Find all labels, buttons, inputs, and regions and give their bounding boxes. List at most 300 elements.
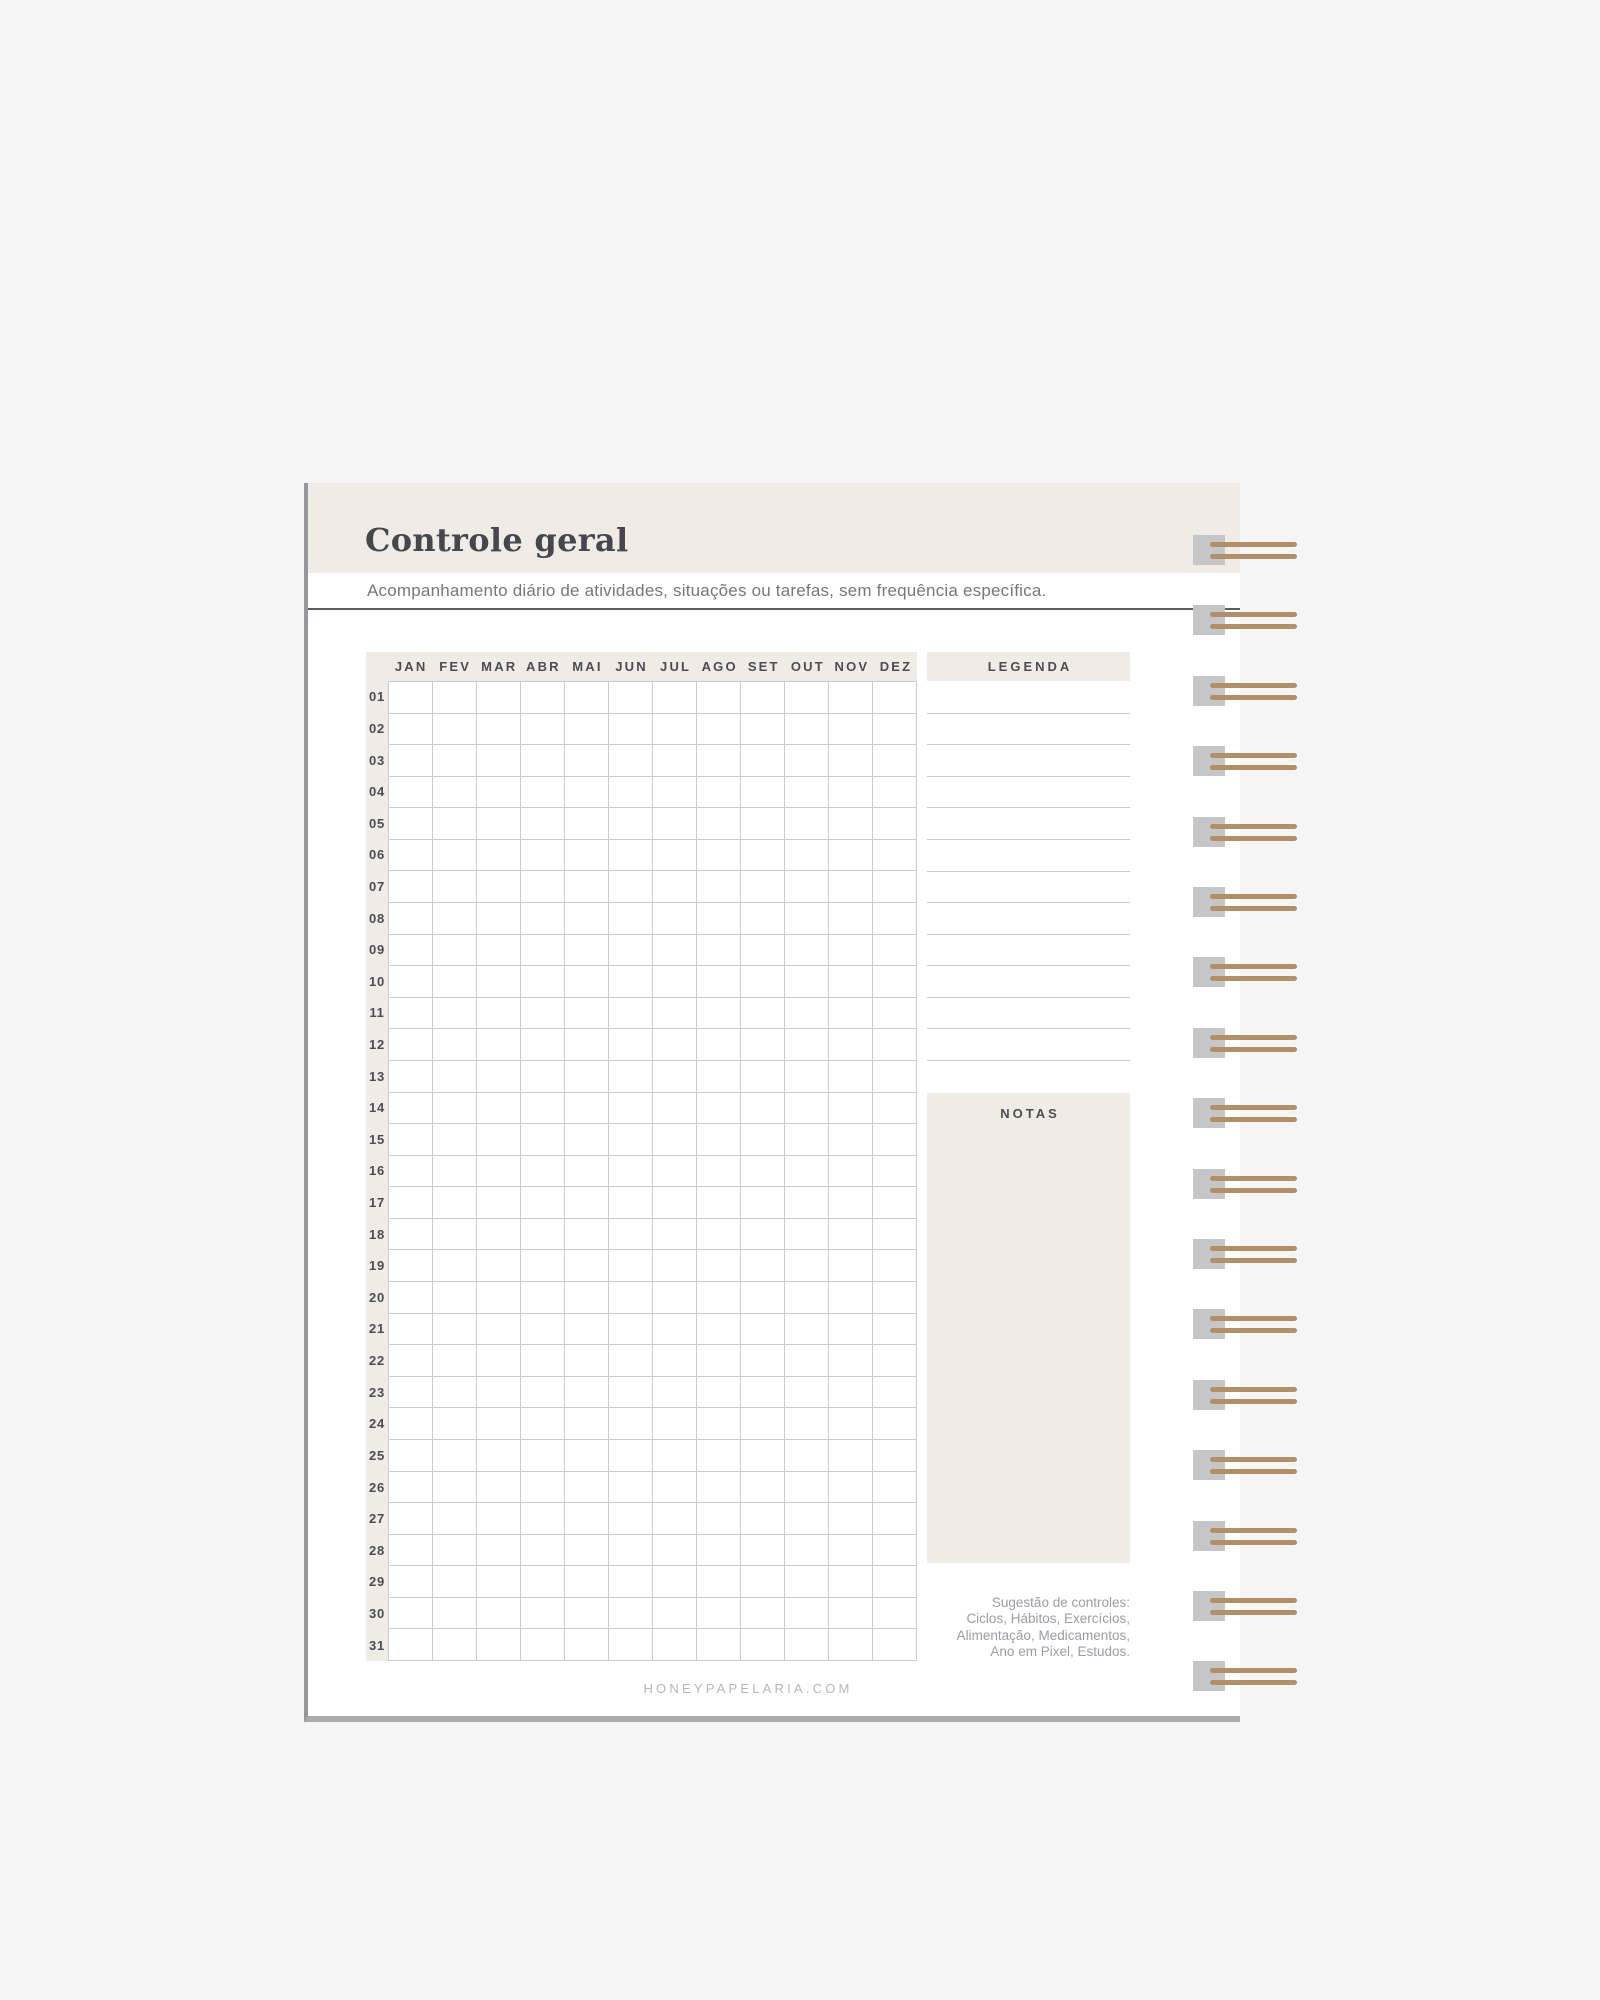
tracker-cell[interactable]	[697, 1061, 741, 1093]
tracker-cell[interactable]	[477, 1566, 521, 1598]
tracker-cell[interactable]	[565, 1250, 609, 1282]
tracker-cell[interactable]	[477, 808, 521, 840]
tracker-cell[interactable]	[829, 777, 873, 809]
tracker-cell[interactable]	[741, 1472, 785, 1504]
tracker-cell[interactable]	[565, 1187, 609, 1219]
tracker-cell[interactable]	[697, 1503, 741, 1535]
tracker-cell[interactable]	[521, 682, 565, 714]
tracker-cell[interactable]	[521, 871, 565, 903]
tracker-cell[interactable]	[873, 1472, 917, 1504]
tracker-cell[interactable]	[873, 1314, 917, 1346]
tracker-cell[interactable]	[697, 777, 741, 809]
tracker-cell[interactable]	[829, 1472, 873, 1504]
tracker-cell[interactable]	[829, 935, 873, 967]
legend-line[interactable]	[927, 1028, 1130, 1029]
tracker-cell[interactable]	[609, 1535, 653, 1567]
tracker-cell[interactable]	[433, 745, 477, 777]
tracker-cell[interactable]	[829, 1093, 873, 1125]
tracker-cell[interactable]	[873, 1503, 917, 1535]
tracker-cell[interactable]	[609, 1408, 653, 1440]
tracker-cell[interactable]	[565, 1535, 609, 1567]
tracker-cell[interactable]	[389, 714, 433, 746]
tracker-cell[interactable]	[433, 1535, 477, 1567]
tracker-cell[interactable]	[389, 1566, 433, 1598]
tracker-cell[interactable]	[389, 1598, 433, 1630]
tracker-cell[interactable]	[565, 682, 609, 714]
tracker-cell[interactable]	[741, 1314, 785, 1346]
tracker-cell[interactable]	[609, 745, 653, 777]
tracker-cell[interactable]	[829, 966, 873, 998]
tracker-cell[interactable]	[389, 998, 433, 1030]
tracker-cell[interactable]	[477, 1282, 521, 1314]
tracker-cell[interactable]	[521, 1219, 565, 1251]
tracker-cell[interactable]	[741, 777, 785, 809]
tracker-cell[interactable]	[609, 1345, 653, 1377]
tracker-cell[interactable]	[653, 1219, 697, 1251]
tracker-cell[interactable]	[433, 714, 477, 746]
tracker-cell[interactable]	[697, 935, 741, 967]
tracker-cell[interactable]	[697, 1314, 741, 1346]
tracker-cell[interactable]	[477, 777, 521, 809]
tracker-cell[interactable]	[873, 1282, 917, 1314]
tracker-cell[interactable]	[785, 998, 829, 1030]
tracker-cell[interactable]	[433, 1314, 477, 1346]
tracker-cell[interactable]	[609, 1061, 653, 1093]
tracker-cell[interactable]	[653, 1282, 697, 1314]
tracker-cell[interactable]	[873, 777, 917, 809]
tracker-cell[interactable]	[477, 1029, 521, 1061]
tracker-cell[interactable]	[433, 1124, 477, 1156]
tracker-cell[interactable]	[653, 682, 697, 714]
tracker-cell[interactable]	[873, 1377, 917, 1409]
tracker-cell[interactable]	[477, 1472, 521, 1504]
tracker-cell[interactable]	[609, 840, 653, 872]
tracker-cell[interactable]	[741, 935, 785, 967]
tracker-cell[interactable]	[741, 1061, 785, 1093]
tracker-cell[interactable]	[653, 745, 697, 777]
tracker-cell[interactable]	[653, 998, 697, 1030]
tracker-cell[interactable]	[785, 1314, 829, 1346]
tracker-cell[interactable]	[697, 1156, 741, 1188]
tracker-cell[interactable]	[565, 1219, 609, 1251]
tracker-cell[interactable]	[653, 871, 697, 903]
tracker-cell[interactable]	[565, 1124, 609, 1156]
tracker-cell[interactable]	[697, 1440, 741, 1472]
tracker-cell[interactable]	[565, 1093, 609, 1125]
tracker-cell[interactable]	[829, 1219, 873, 1251]
tracker-cell[interactable]	[741, 1440, 785, 1472]
tracker-cell[interactable]	[785, 840, 829, 872]
tracker-cell[interactable]	[521, 1472, 565, 1504]
tracker-cell[interactable]	[565, 1566, 609, 1598]
tracker-cell[interactable]	[565, 1029, 609, 1061]
tracker-cell[interactable]	[521, 1629, 565, 1661]
tracker-cell[interactable]	[873, 935, 917, 967]
tracker-cell[interactable]	[477, 714, 521, 746]
tracker-cell[interactable]	[477, 1629, 521, 1661]
tracker-cell[interactable]	[565, 1472, 609, 1504]
tracker-cell[interactable]	[521, 1566, 565, 1598]
tracker-cell[interactable]	[389, 1535, 433, 1567]
tracker-cell[interactable]	[389, 1219, 433, 1251]
legend-line[interactable]	[927, 1060, 1130, 1061]
tracker-cell[interactable]	[477, 1250, 521, 1282]
tracker-cell[interactable]	[565, 745, 609, 777]
tracker-cell[interactable]	[389, 1472, 433, 1504]
tracker-cell[interactable]	[609, 871, 653, 903]
legend-line[interactable]	[927, 997, 1130, 998]
tracker-cell[interactable]	[653, 808, 697, 840]
tracker-cell[interactable]	[697, 1566, 741, 1598]
tracker-cell[interactable]	[829, 1314, 873, 1346]
tracker-cell[interactable]	[521, 1124, 565, 1156]
tracker-cell[interactable]	[785, 1377, 829, 1409]
tracker-cell[interactable]	[565, 840, 609, 872]
tracker-cell[interactable]	[697, 903, 741, 935]
tracker-cell[interactable]	[433, 1219, 477, 1251]
tracker-cell[interactable]	[433, 1598, 477, 1630]
tracker-cell[interactable]	[389, 1503, 433, 1535]
tracker-cell[interactable]	[741, 871, 785, 903]
tracker-cell[interactable]	[565, 1629, 609, 1661]
tracker-cell[interactable]	[609, 1472, 653, 1504]
tracker-cell[interactable]	[785, 1250, 829, 1282]
tracker-cell[interactable]	[521, 1503, 565, 1535]
tracker-cell[interactable]	[741, 1598, 785, 1630]
notes-panel[interactable]	[927, 1093, 1130, 1563]
tracker-cell[interactable]	[609, 998, 653, 1030]
tracker-cell[interactable]	[873, 1187, 917, 1219]
tracker-cell[interactable]	[873, 808, 917, 840]
tracker-cell[interactable]	[389, 1156, 433, 1188]
tracker-cell[interactable]	[873, 1250, 917, 1282]
tracker-cell[interactable]	[609, 966, 653, 998]
tracker-cell[interactable]	[697, 1187, 741, 1219]
tracker-cell[interactable]	[829, 1029, 873, 1061]
tracker-cell[interactable]	[785, 1629, 829, 1661]
tracker-cell[interactable]	[389, 840, 433, 872]
tracker-cell[interactable]	[785, 745, 829, 777]
tracker-cell[interactable]	[433, 935, 477, 967]
tracker-cell[interactable]	[873, 745, 917, 777]
tracker-cell[interactable]	[609, 1377, 653, 1409]
tracker-cell[interactable]	[829, 1377, 873, 1409]
tracker-cell[interactable]	[697, 1535, 741, 1567]
tracker-cell[interactable]	[609, 1282, 653, 1314]
tracker-cell[interactable]	[609, 1314, 653, 1346]
legend-line[interactable]	[927, 902, 1130, 903]
tracker-cell[interactable]	[785, 1029, 829, 1061]
tracker-cell[interactable]	[389, 1408, 433, 1440]
tracker-cell[interactable]	[389, 808, 433, 840]
tracker-cell[interactable]	[653, 1156, 697, 1188]
tracker-cell[interactable]	[433, 966, 477, 998]
tracker-cell[interactable]	[741, 903, 785, 935]
tracker-cell[interactable]	[785, 682, 829, 714]
tracker-cell[interactable]	[565, 808, 609, 840]
tracker-cell[interactable]	[433, 682, 477, 714]
tracker-cell[interactable]	[741, 1408, 785, 1440]
tracker-cell[interactable]	[653, 1345, 697, 1377]
tracker-cell[interactable]	[785, 1440, 829, 1472]
tracker-cell[interactable]	[609, 682, 653, 714]
tracker-cell[interactable]	[565, 1503, 609, 1535]
tracker-cell[interactable]	[609, 1598, 653, 1630]
tracker-cell[interactable]	[653, 935, 697, 967]
tracker-cell[interactable]	[521, 1440, 565, 1472]
tracker-cell[interactable]	[477, 1314, 521, 1346]
tracker-cell[interactable]	[433, 1629, 477, 1661]
legend-line[interactable]	[927, 776, 1130, 777]
tracker-cell[interactable]	[433, 808, 477, 840]
tracker-cell[interactable]	[609, 1187, 653, 1219]
tracker-cell[interactable]	[697, 998, 741, 1030]
tracker-cell[interactable]	[433, 840, 477, 872]
tracker-cell[interactable]	[609, 935, 653, 967]
tracker-cell[interactable]	[433, 903, 477, 935]
tracker-cell[interactable]	[697, 1408, 741, 1440]
tracker-cell[interactable]	[609, 808, 653, 840]
tracker-cell[interactable]	[653, 777, 697, 809]
tracker-cell[interactable]	[609, 1629, 653, 1661]
tracker-cell[interactable]	[873, 1093, 917, 1125]
tracker-cell[interactable]	[609, 1250, 653, 1282]
tracker-cell[interactable]	[609, 777, 653, 809]
tracker-cell[interactable]	[565, 1061, 609, 1093]
tracker-cell[interactable]	[389, 777, 433, 809]
tracker-cell[interactable]	[829, 1440, 873, 1472]
legend-line[interactable]	[927, 807, 1130, 808]
tracker-cell[interactable]	[565, 935, 609, 967]
tracker-cell[interactable]	[389, 966, 433, 998]
tracker-cell[interactable]	[565, 966, 609, 998]
tracker-cell[interactable]	[653, 1250, 697, 1282]
tracker-cell[interactable]	[521, 840, 565, 872]
tracker-cell[interactable]	[433, 1408, 477, 1440]
tracker-cell[interactable]	[609, 903, 653, 935]
tracker-cell[interactable]	[873, 871, 917, 903]
tracker-cell[interactable]	[785, 714, 829, 746]
tracker-cell[interactable]	[785, 1345, 829, 1377]
tracker-cell[interactable]	[565, 714, 609, 746]
tracker-cell[interactable]	[521, 1093, 565, 1125]
tracker-cell[interactable]	[433, 777, 477, 809]
tracker-cell[interactable]	[389, 935, 433, 967]
tracker-cell[interactable]	[697, 871, 741, 903]
tracker-cell[interactable]	[653, 1566, 697, 1598]
tracker-cell[interactable]	[697, 1345, 741, 1377]
tracker-cell[interactable]	[873, 840, 917, 872]
tracker-cell[interactable]	[829, 1187, 873, 1219]
tracker-cell[interactable]	[741, 840, 785, 872]
tracker-cell[interactable]	[565, 1440, 609, 1472]
tracker-cell[interactable]	[433, 1503, 477, 1535]
tracker-cell[interactable]	[477, 1156, 521, 1188]
tracker-cell[interactable]	[389, 903, 433, 935]
tracker-cell[interactable]	[873, 1440, 917, 1472]
tracker-cell[interactable]	[653, 1029, 697, 1061]
tracker-cell[interactable]	[829, 1345, 873, 1377]
tracker-cell[interactable]	[873, 1029, 917, 1061]
tracker-cell[interactable]	[477, 966, 521, 998]
tracker-cell[interactable]	[741, 1124, 785, 1156]
tracker-cell[interactable]	[829, 1124, 873, 1156]
tracker-cell[interactable]	[697, 1219, 741, 1251]
tracker-cell[interactable]	[389, 1282, 433, 1314]
tracker-cell[interactable]	[477, 1535, 521, 1567]
tracker-cell[interactable]	[873, 1566, 917, 1598]
tracker-cell[interactable]	[653, 1629, 697, 1661]
tracker-cell[interactable]	[521, 1029, 565, 1061]
tracker-cell[interactable]	[389, 1093, 433, 1125]
tracker-cell[interactable]	[521, 745, 565, 777]
legend-line[interactable]	[927, 839, 1130, 840]
tracker-cell[interactable]	[521, 808, 565, 840]
tracker-cell[interactable]	[785, 966, 829, 998]
tracker-cell[interactable]	[609, 1566, 653, 1598]
tracker-cell[interactable]	[477, 871, 521, 903]
tracker-cell[interactable]	[785, 903, 829, 935]
tracker-cell[interactable]	[829, 903, 873, 935]
tracker-cell[interactable]	[873, 1156, 917, 1188]
tracker-cell[interactable]	[829, 1629, 873, 1661]
tracker-cell[interactable]	[521, 1408, 565, 1440]
tracker-cell[interactable]	[389, 1345, 433, 1377]
tracker-cell[interactable]	[521, 1598, 565, 1630]
tracker-cell[interactable]	[433, 1566, 477, 1598]
tracker-cell[interactable]	[653, 1314, 697, 1346]
tracker-cell[interactable]	[477, 903, 521, 935]
tracker-cell[interactable]	[785, 1093, 829, 1125]
tracker-cell[interactable]	[565, 998, 609, 1030]
tracker-cell[interactable]	[873, 1408, 917, 1440]
tracker-cell[interactable]	[609, 1029, 653, 1061]
tracker-cell[interactable]	[433, 1345, 477, 1377]
tracker-cell[interactable]	[565, 777, 609, 809]
tracker-cell[interactable]	[873, 1061, 917, 1093]
tracker-cell[interactable]	[389, 1314, 433, 1346]
tracker-cell[interactable]	[565, 1156, 609, 1188]
tracker-cell[interactable]	[477, 935, 521, 967]
tracker-cell[interactable]	[697, 1250, 741, 1282]
tracker-cell[interactable]	[389, 1377, 433, 1409]
tracker-cell[interactable]	[697, 745, 741, 777]
tracker-cell[interactable]	[697, 966, 741, 998]
tracker-cell[interactable]	[741, 1156, 785, 1188]
tracker-cell[interactable]	[653, 1061, 697, 1093]
tracker-cell[interactable]	[829, 840, 873, 872]
tracker-cell[interactable]	[653, 1124, 697, 1156]
tracker-cell[interactable]	[477, 1503, 521, 1535]
tracker-cell[interactable]	[653, 1377, 697, 1409]
legend-line[interactable]	[927, 871, 1130, 872]
tracker-cell[interactable]	[829, 714, 873, 746]
tracker-cell[interactable]	[521, 1187, 565, 1219]
tracker-cell[interactable]	[741, 1219, 785, 1251]
tracker-cell[interactable]	[389, 682, 433, 714]
tracker-cell[interactable]	[521, 1314, 565, 1346]
tracker-cell[interactable]	[741, 1250, 785, 1282]
tracker-cell[interactable]	[477, 1440, 521, 1472]
tracker-cell[interactable]	[697, 1472, 741, 1504]
tracker-cell[interactable]	[653, 1535, 697, 1567]
tracker-cell[interactable]	[785, 1535, 829, 1567]
tracker-cell[interactable]	[565, 1314, 609, 1346]
tracker-cell[interactable]	[653, 840, 697, 872]
tracker-cell[interactable]	[565, 1377, 609, 1409]
tracker-cell[interactable]	[565, 903, 609, 935]
tracker-cell[interactable]	[565, 1282, 609, 1314]
tracker-cell[interactable]	[873, 903, 917, 935]
tracker-cell[interactable]	[873, 714, 917, 746]
tracker-cell[interactable]	[785, 1156, 829, 1188]
tracker-cell[interactable]	[653, 1408, 697, 1440]
tracker-cell[interactable]	[741, 1566, 785, 1598]
tracker-cell[interactable]	[829, 998, 873, 1030]
tracker-cell[interactable]	[741, 1029, 785, 1061]
tracker-cell[interactable]	[741, 808, 785, 840]
tracker-cell[interactable]	[785, 1472, 829, 1504]
tracker-cell[interactable]	[785, 808, 829, 840]
tracker-cell[interactable]	[785, 935, 829, 967]
tracker-cell[interactable]	[653, 1598, 697, 1630]
tracker-cell[interactable]	[521, 1535, 565, 1567]
tracker-cell[interactable]	[521, 1345, 565, 1377]
tracker-cell[interactable]	[741, 745, 785, 777]
tracker-cell[interactable]	[521, 714, 565, 746]
tracker-cell[interactable]	[609, 1440, 653, 1472]
tracker-cell[interactable]	[741, 1535, 785, 1567]
tracker-cell[interactable]	[697, 682, 741, 714]
tracker-cell[interactable]	[477, 745, 521, 777]
tracker-cell[interactable]	[433, 1029, 477, 1061]
legend-line[interactable]	[927, 965, 1130, 966]
tracker-cell[interactable]	[741, 1187, 785, 1219]
tracker-cell[interactable]	[389, 1440, 433, 1472]
tracker-cell[interactable]	[653, 966, 697, 998]
tracker-cell[interactable]	[477, 1219, 521, 1251]
tracker-cell[interactable]	[741, 998, 785, 1030]
tracker-cell[interactable]	[873, 998, 917, 1030]
tracker-cell[interactable]	[609, 1124, 653, 1156]
tracker-cell[interactable]	[785, 1503, 829, 1535]
tracker-cell[interactable]	[477, 1061, 521, 1093]
tracker-cell[interactable]	[697, 1629, 741, 1661]
tracker-cell[interactable]	[477, 1187, 521, 1219]
tracker-cell[interactable]	[477, 840, 521, 872]
tracker-cell[interactable]	[741, 682, 785, 714]
tracker-cell[interactable]	[521, 903, 565, 935]
tracker-cell[interactable]	[521, 935, 565, 967]
tracker-cell[interactable]	[389, 1124, 433, 1156]
tracker-cell[interactable]	[477, 1093, 521, 1125]
tracker-cell[interactable]	[741, 1093, 785, 1125]
tracker-cell[interactable]	[829, 808, 873, 840]
tracker-cell[interactable]	[477, 1408, 521, 1440]
tracker-cell[interactable]	[609, 714, 653, 746]
tracker-cell[interactable]	[389, 1029, 433, 1061]
tracker-cell[interactable]	[873, 1345, 917, 1377]
tracker-cell[interactable]	[873, 1535, 917, 1567]
legend-line[interactable]	[927, 744, 1130, 745]
tracker-cell[interactable]	[477, 1598, 521, 1630]
tracker-cell[interactable]	[521, 1250, 565, 1282]
tracker-cell[interactable]	[741, 1345, 785, 1377]
tracker-cell[interactable]	[521, 1282, 565, 1314]
tracker-cell[interactable]	[697, 1029, 741, 1061]
tracker-cell[interactable]	[873, 682, 917, 714]
tracker-cell[interactable]	[521, 1061, 565, 1093]
